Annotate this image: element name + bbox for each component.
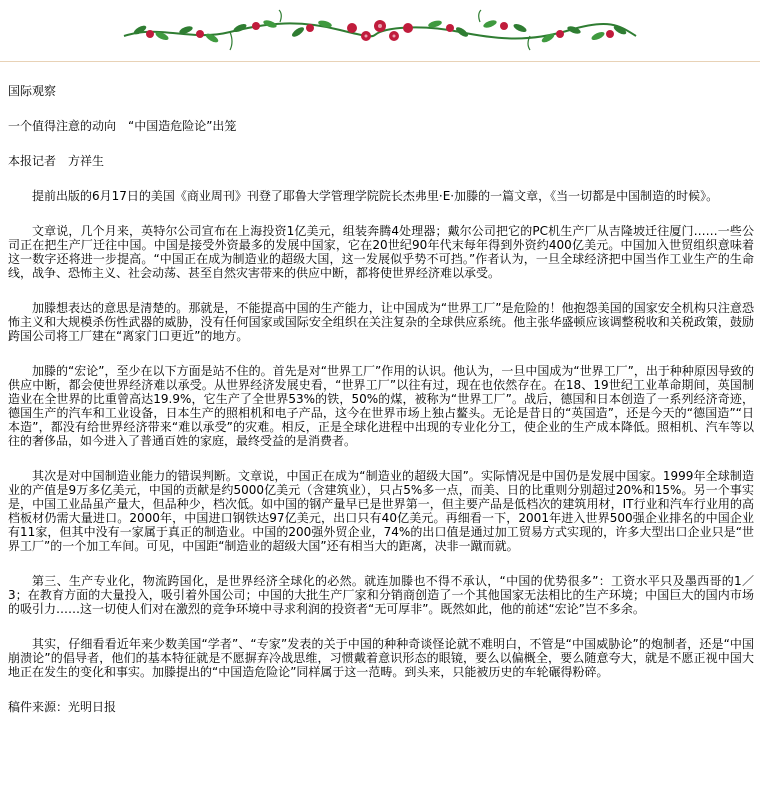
article-source: 稿件来源：光明日报 bbox=[8, 700, 117, 714]
article-byline: 本报记者 方祥生 bbox=[8, 154, 105, 168]
column-label: 国际观察 bbox=[8, 84, 57, 98]
article-paragraph-3: 加滕想表达的意思是清楚的。那就是，不能提高中国的生产能力，让中国成为“世界工厂”是危险的！他抱怨美国的国家安全机构只注意恐怖主义和大规模杀伤性武器的威胁，没有任何国家或国际安全组织在关注复杂的全球供应系统。他主张华盛顿应该调整税收和关税政策，鼓励跨国公司将工厂建在“离家门口更近”的地方。 bbox=[8, 301, 754, 343]
article-paragraph-7: 其实，仔细看看近年来少数美国“学者”、“专家”发表的关于中国的种种奇谈怪论就不难明白，不管是“中国威胁论”的炮制者，还是“中国崩溃论”的倡导者，他们的基本特征就是不愿摒弃冷战思维，习惯戴着意识形态的眼镜，要么以偏概全，要么随意夸大，就是不愿正视中国大地正在发生的变化和事实。加滕提出的“中国造危险论”同样属于这一范畴。到头来，只能被历史的车轮碾得粉碎。 bbox=[8, 637, 754, 679]
header-banner bbox=[0, 0, 760, 62]
article-paragraph-4: 加滕的“宏论”，至少在以下方面是站不住的。首先是对“世界工厂”作用的认识。他认为，一旦中国成为“世界工厂”，出于种种原因导致的供应中断，都会使世界经济难以承受。从世界经济发展史看，“世界工厂”以往有过，现在也依然存在。在18、19世纪工业革命期间，英国制造业在全世界的比重曾高达19.9%，它生产了全世界53%的铁，50%的煤，被称为“世界工厂”。战后，德国和日本创造了一系列经济奇迹，德国生产的汽车和工业设备，日本生产的照相机和电子产品，这今在世界市场上独占鳌头。无论是昔日的“英国造”，还是今天的“德国造”“日本造”，都没有给世界经济带来“难以承受”的灾难。相反，正是全球化进程中出现的专业化分工，使企业的生产成本降低。照相机、汽车等以往的奢侈品，如今进入了普通百姓的家庭，最终受益的是消费者。 bbox=[8, 364, 754, 448]
article-paragraph-2: 文章说，几个月来，英特尔公司宣布在上海投资1亿美元，组装奔腾4处理器；戴尔公司把它的PC机生产厂从吉隆坡迁往厦门……一些公司正在把生产厂迁往中国。中国是接受外资最多的发展中国家，它在20世纪90年代末每年得到外资约400亿美元。中国加入世贸组织意味着这一数字还将进一步提高。“中国正在成为制造业的超级大国，这一发展似乎势不可挡。”作者认为，一旦全球经济把中国当作工业生产的生命线，战争、恐怖主义、社会动荡、甚至自然灾害带来的供应中断，都将使世界经济难以承受。 bbox=[8, 224, 754, 280]
article-title: 一个值得注意的动向 “中国造危险论”出笼 bbox=[8, 119, 237, 133]
banner-divider bbox=[0, 61, 760, 62]
article-body bbox=[8, 84, 754, 714]
article-paragraph-6: 第三、生产专业化，物流跨国化，是世界经济全球化的必然。就连加滕也不得不承认，“中国的优势很多”：工资水平只及墨西哥的1／3；在教育方面的大量投入，吸引着外国公司；中国的大批生产厂家和分销商创造了一个其他国家无法相比的生产环境；中国巨大的国内市场的吸引力……这一切使人们对在激烈的竞争环境中寻求利润的投资者“无可厚非”。既然如此，他的前述“宏论”岂不多余。 bbox=[8, 574, 754, 616]
article-paragraph-1: 提前出版的6月17日的美国《商业周刊》刊登了耶鲁大学管理学院院长杰弗里·E·加滕的一篇文章，《当一切都是中国制造的时候》。 bbox=[32, 189, 719, 203]
flower-vine-icon bbox=[120, 6, 640, 54]
article-paragraph-5: 其次是对中国制造业能力的错误判断。文章说，中国正在成为“制造业的超级大国”。实际情况是中国仍是发展中国家。1999年全球制造业的产值是9万多亿美元，中国的贡献是约5000亿美元（含建筑业），只占5%多一点，而美、日的比重则分别超过20%和15%。另一个事实是，中国工业品虽产量大，但品种少，档次低。如中国的钢产量早已是世界第一，但主要产品是低档次的建筑用材，IT行业和汽车行业用的高档板材仍需大量进口。2000年，中国进口钢铁达97亿美元，出口只有40亿美元。再细看一下，2001年进入世界500强企业排名的中国企业有11家，但其中没有一家属于真正的制造业。中国的200强外贸企业，74%的出口值是通过加工贸易方式实现的，许多大型出口企业只是“世界工厂”的一个加工车间。可见，中国距“制造业的超级大国”还有相当大的距离，决非一蹴而就。 bbox=[8, 469, 754, 553]
